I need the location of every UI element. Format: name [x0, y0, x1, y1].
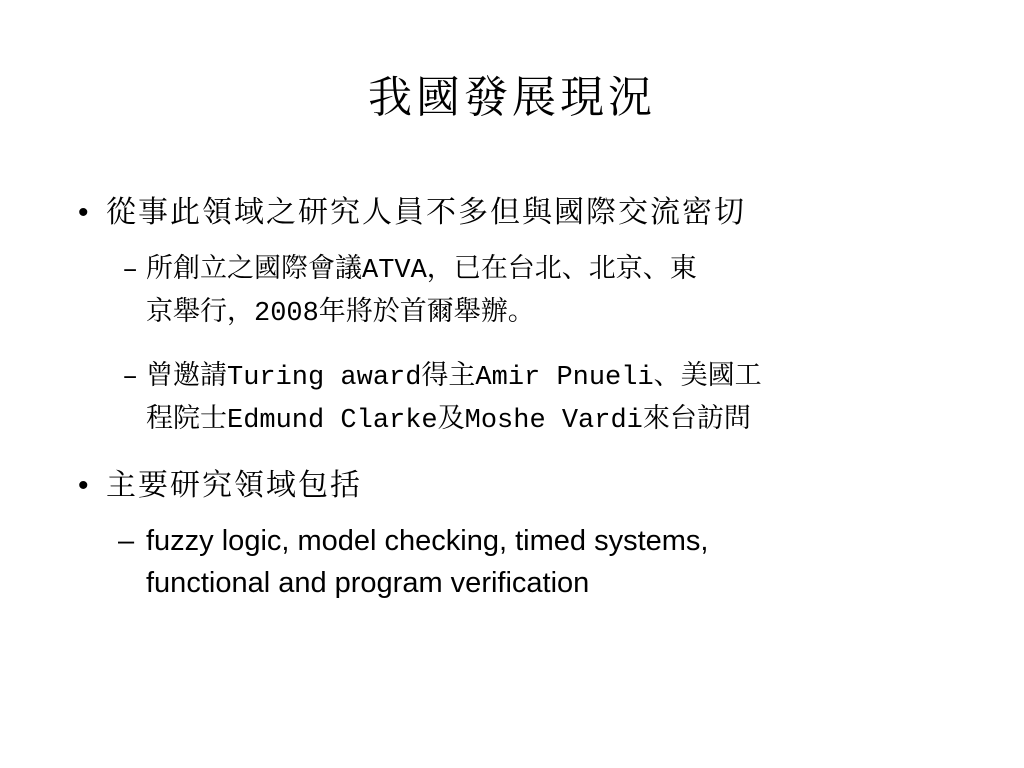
bullet-text: 主要研究領域包括	[106, 468, 362, 503]
bullet-marker: •	[78, 196, 91, 229]
bullet-item	[78, 193, 978, 233]
sub-bullet-line: 程院士Edmund Clarke及Moshe Vardi來台訪問	[146, 406, 751, 436]
sub-bullet-marker: –	[122, 256, 139, 286]
slide-title: 我國發展現況	[368, 72, 656, 123]
sub-bullet-line: 京舉行，2008年將於首爾舉辦。	[146, 299, 535, 329]
sub-bullet-marker: –	[122, 363, 139, 393]
bullet-item	[78, 466, 978, 506]
sub-bullet-item	[118, 520, 978, 604]
sub-bullet-line: fuzzy logic, model checking, timed systems,	[146, 525, 709, 557]
sub-bullet-line: functional and program verification	[146, 567, 590, 599]
bullet-text: 從事此領域之研究人員不多但與國際交流密切	[106, 195, 746, 230]
sub-bullet-line: 曾邀請Turing award得主Amir Pnueli、美國工	[146, 363, 762, 393]
sub-bullet-item	[122, 250, 982, 336]
sub-bullet-line: 所創立之國際會議ATVA，已在台北、北京、東	[146, 256, 697, 286]
sub-bullet-item	[122, 357, 982, 443]
sub-bullet-marker: –	[118, 525, 135, 557]
bullet-marker: •	[78, 469, 91, 502]
